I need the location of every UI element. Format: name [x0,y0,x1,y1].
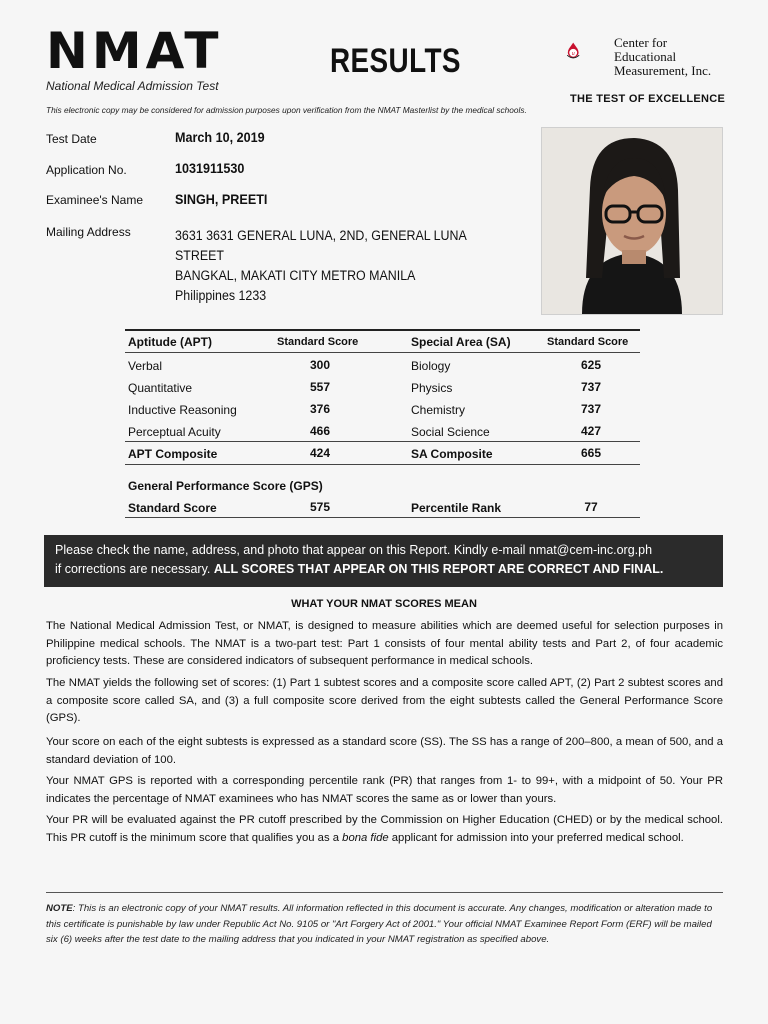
test-date-label: Test Date [46,132,97,146]
org-name: Center for Educational Measurement, Inc. [614,35,712,78]
apt-verbal-label: Verbal [128,359,163,373]
apt-header: Aptitude (APT) [128,335,212,349]
percentile-rank-label: Percentile Rank [411,501,502,515]
apt-composite-label: APT Composite [128,447,218,461]
table-bottom-rule [125,517,640,518]
sa-chemistry-score: 737 [580,402,602,416]
sa-social-science-label: Social Science [411,425,490,439]
org-tagline: THE TEST OF EXCELLENCE [570,93,726,105]
sa-composite-label: SA Composite [411,447,493,461]
meaning-paragraph-3: Your score on each of the eight subtests is expressed as a standard score (SS). The SS has a range of 200–800, a mean of 500, and a standard deviation of 100. [46,736,723,766]
composite-rule [125,441,640,442]
meaning-paragraph-2: The NMAT yields the following set of scores: (1) Part 1 subtest scores and a composite score called APT, (2) Part 2 subtest scores and a composite score called SA, and (3) a full composite score derived from the eight subtests called the General Performance Score (GPS). [46,677,723,724]
apt-inductive-score: 376 [309,402,331,416]
gps-standard-score-label: Standard Score [128,501,217,515]
nmat-logo: NMAT [46,22,223,80]
sa-std-header: Standard Score [547,336,629,348]
apt-verbal-score: 300 [309,358,331,372]
test-date-value: March 10, 2019 [175,129,265,145]
meaning-paragraph-1: The National Medical Admission Test, or NMAT, is designed to measure abilities which are deemed useful for selection purposes in Philippine medical schools. The NMAT is a two-part test: Part 1 consists of four mental ability tests and Part 2, of four academic proficiency tests. These are considered indicators of subsequent performance in medical schools. [46,620,723,667]
sa-composite-score: 665 [580,446,602,460]
mailing-address-label: Mailing Address [46,225,131,239]
verification-disclaimer: This electronic copy may be considered for admission purposes upon verification from the NMAT Masterlist by the medical schools. [46,105,527,115]
apt-std-header: Standard Score [277,336,359,348]
apt-perceptual-score: 466 [309,424,331,438]
apt-quantitative-score: 557 [309,380,331,394]
nmat-logo-subtitle: National Medical Admission Test [46,79,219,93]
meaning-section-title: WHAT YOUR NMAT SCORES MEAN [291,598,477,610]
legal-note: NOTE: This is an electronic copy of your NMAT results. All information reflected in this document is accurate. Any changes, modification or alteration made to this certificate is punishable by law under Republic Act No. 9105 or "Art Forgery Act of 2001." Your official NMAT Examinee Report Form (ERF) will be mailed six (6) weeks after the test date to the mailing address that you indicated in your NMAT registration as specified above. [46,903,713,945]
sa-social-science-score: 427 [580,424,602,438]
gps-title: General Performance Score (GPS) [128,479,323,493]
table-header-rule [125,352,640,353]
examinee-photo [541,127,723,315]
mailing-address-value: 3631 3631 GENERAL LUNA, 2ND, GENERAL LUNA STREET BANGKAL, MAKATI CITY METRO MANILA Philippines 1233 [175,228,467,303]
apt-perceptual-label: Perceptual Acuity [128,425,221,439]
application-no-value: 1031911530 [175,160,245,176]
apt-composite-score: 424 [309,446,331,460]
meaning-paragraph-4: Your NMAT GPS is reported with a corresponding percentile rank (PR) that ranges from 1- to 99+, with a midpoint of 50. Your PR indicates the percentage of NMAT examinees who has NMAT scores the same as or lower than yours. [46,775,723,805]
sa-header: Special Area (SA) [411,335,511,349]
svg-text:u: u [571,50,575,57]
application-no-label: Application No. [46,163,127,177]
portrait-icon [542,128,722,314]
apt-quantitative-label: Quantitative [128,381,193,395]
sa-biology-label: Biology [411,359,451,373]
percentile-rank-value: 77 [584,500,598,514]
gps-standard-score: 575 [309,500,331,514]
gps-rule [125,464,640,465]
apt-inductive-label: Inductive Reasoning [128,403,237,417]
sa-biology-score: 625 [580,358,602,372]
meaning-paragraph-5: Your PR will be evaluated against the PR cutoff prescribed by the Commission on Higher Education (CHED) or by the medical school. This PR cutoff is the minimum score that qualifies you as a bona fide applicant for admission into your preferred medical school. [46,814,723,844]
table-top-rule [125,329,640,331]
examinee-name-label: Examinee's Name [46,193,143,207]
footer-rule [46,892,723,893]
sa-physics-label: Physics [411,381,453,395]
sa-chemistry-label: Chemistry [411,403,466,417]
page-title: RESULTS [330,42,461,80]
examinee-name-value: SINGH, PREETI [175,191,268,207]
sa-physics-score: 737 [580,380,602,394]
correction-notice: Please check the name, address, and photo that appear on this Report. Kindly e-mail nmat@cem-inc.org.ph if corrections are necessary. ALL SCORES THAT APPEAR ON THIS REPORT ARE CORRECT AND FINAL. [44,535,723,587]
cem-logo-icon [566,28,614,80]
